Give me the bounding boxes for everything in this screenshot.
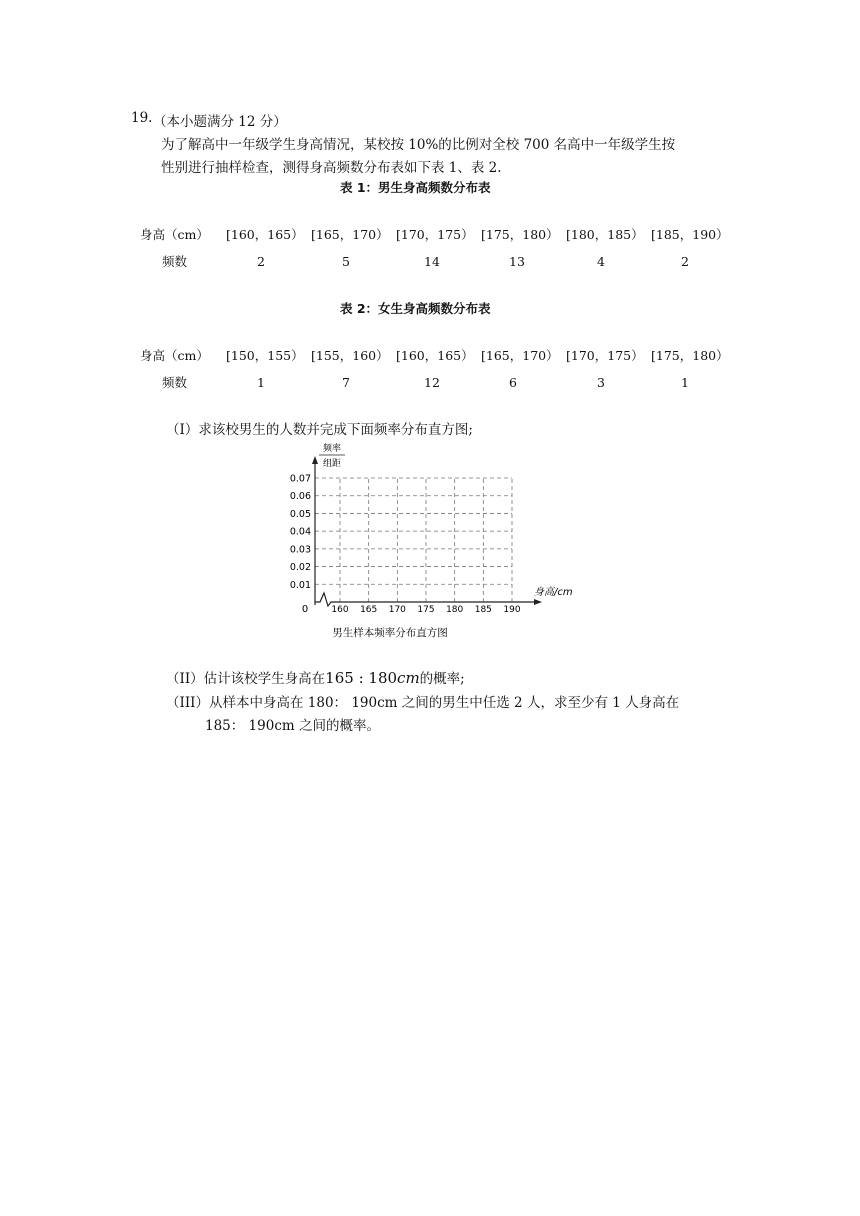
x-tick-label: 160 [331, 605, 349, 615]
table1-count: 14 [424, 254, 440, 269]
question-number: 19. [131, 110, 153, 126]
table1-interval: [175，180） [481, 227, 559, 242]
table1-interval: [180，185） [566, 227, 644, 242]
table1-count: 2 [681, 254, 689, 269]
table2-interval: [165，170） [481, 348, 559, 363]
chart-title: 男生样本频率分布直方图 [332, 627, 448, 639]
y-axis-arrow [312, 456, 318, 464]
y-tick-label: 0.01 [289, 579, 311, 591]
part2-math-start: 165 [325, 669, 354, 687]
table2-count-label: 频数 [162, 375, 188, 390]
table2-interval: [160，165） [396, 348, 474, 363]
part2-math-end: 180 [368, 669, 398, 687]
x-tick-label: 180 [446, 605, 464, 615]
table2-interval: [150，155） [226, 348, 304, 363]
table2-interval: [175，180） [651, 348, 729, 363]
origin-label: 0 [301, 604, 309, 615]
y-tick-label: 0.06 [289, 491, 311, 503]
y-tick-label: 0.02 [289, 562, 311, 574]
question-intro-line1: 为了解高中一年级学生身高情况，某校按 10%的比例对全校 700 名高中一年级学生按 [161, 137, 676, 153]
y-tick-label: 0.04 [289, 526, 311, 538]
x-tick-label: 165 [360, 605, 378, 615]
table1-interval: [160，165） [226, 227, 304, 242]
chart-grid [315, 478, 512, 602]
table1-count-label: 频数 [162, 254, 188, 269]
x-tick-label: 170 [388, 605, 406, 615]
table1-count: 4 [597, 254, 605, 269]
x-tick-label: 190 [503, 605, 521, 615]
table2-title: 表 2：女生身高频数分布表 [340, 301, 491, 316]
x-axis-label: 身高/cm [534, 587, 573, 598]
part3-line2: 185： 190cm 之间的概率。 [205, 718, 380, 734]
part2-suffix: 的概率; [419, 671, 465, 687]
part2-prefix: （II）估计该校学生身高在 [166, 671, 326, 687]
x-axis-arrow [534, 599, 542, 605]
table1-title: 表 1：男生身高频数分布表 [340, 180, 491, 195]
table1-count: 5 [342, 254, 350, 269]
table2-count: 7 [342, 375, 350, 390]
part2-math-sep: : [353, 669, 369, 687]
x-tick-label: 175 [417, 605, 435, 615]
table2-count: 1 [681, 375, 689, 390]
table1-count: 13 [509, 254, 525, 269]
y-axis-label-bottom: 组距 [322, 459, 342, 469]
table1-interval: [165，170） [311, 227, 389, 242]
y-tick-label: 0.07 [289, 473, 311, 485]
table2-count: 1 [257, 375, 265, 390]
part2-line [166, 667, 465, 687]
histogram-chart [270, 440, 590, 640]
part2-math-unit: cm [397, 669, 420, 687]
table1-interval: [170，175） [396, 227, 474, 242]
table1-interval: [185，190） [651, 227, 729, 242]
part3-line1: （III）从样本中身高在 180： 190cm 之间的男生中任选 2 人，求至少有 1 人身高在 [166, 695, 680, 711]
table2-height-label: 身高（cm） [140, 348, 209, 363]
part1-text: （I）求该校男生的人数并完成下面频率分布直方图; [166, 422, 473, 438]
x-tick-label: 185 [474, 605, 492, 615]
table1-height-label: 身高（cm） [140, 227, 209, 242]
question-intro-line2: 性别进行抽样检查，测得身高频数分布表如下表 1、表 2. [161, 160, 502, 176]
table1-count: 2 [257, 254, 265, 269]
y-axis-label-top: 频率 [322, 444, 342, 454]
table2-count: 3 [597, 375, 605, 390]
y-tick-label: 0.03 [289, 544, 311, 556]
table2-count: 6 [509, 375, 517, 390]
y-tick-label: 0.05 [289, 508, 311, 520]
table2-interval: [155，160） [311, 348, 389, 363]
question-score-note: （本小题满分 12 分） [153, 114, 287, 130]
table2-interval: [170，175） [566, 348, 644, 363]
table2-count: 12 [424, 375, 440, 390]
